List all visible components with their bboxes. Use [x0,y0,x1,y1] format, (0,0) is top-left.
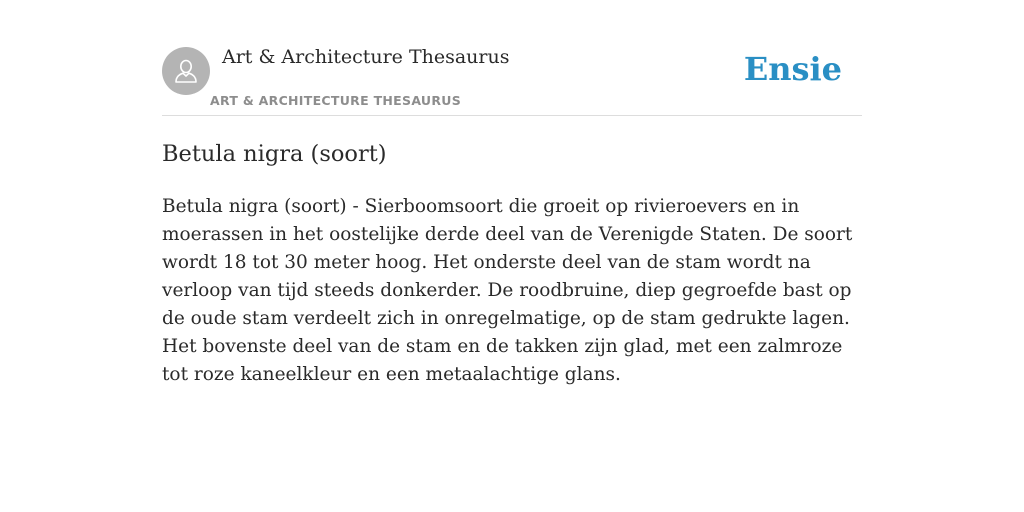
entry-body: Betula nigra (soort) - Sierboomsoort die groeit op rivieroevers en in moerassen in het oostelijke derde deel van de Verenigde Staten. De soort wordt 18 tot 30 meter hoog. Het onderste deel van de stam wordt na verloop van tijd steeds donkerder. De roodbruine, diep gegroefde bast op de oude stam verdeelt zich in onregelmatige, op de stam gedrukte lagen. Het bovenste deel van de stam en de takken zijn glad, met een zalmroze tot roze kaneelkleur en een metaalachtige glans. [162,196,853,385]
source-title-link[interactable]: Art & Architecture Thesaurus [222,46,510,68]
source-subtitle-link[interactable]: ART & ARCHITECTURE THESAURUS [210,93,462,108]
entry-header [162,0,862,116]
brand-logo[interactable]: Ensie [743,50,842,88]
entry-title: Betula nigra (soort) [162,141,387,167]
avatar[interactable] [162,47,210,95]
entry-card [162,0,862,385]
user-silhouette-icon [171,56,201,86]
